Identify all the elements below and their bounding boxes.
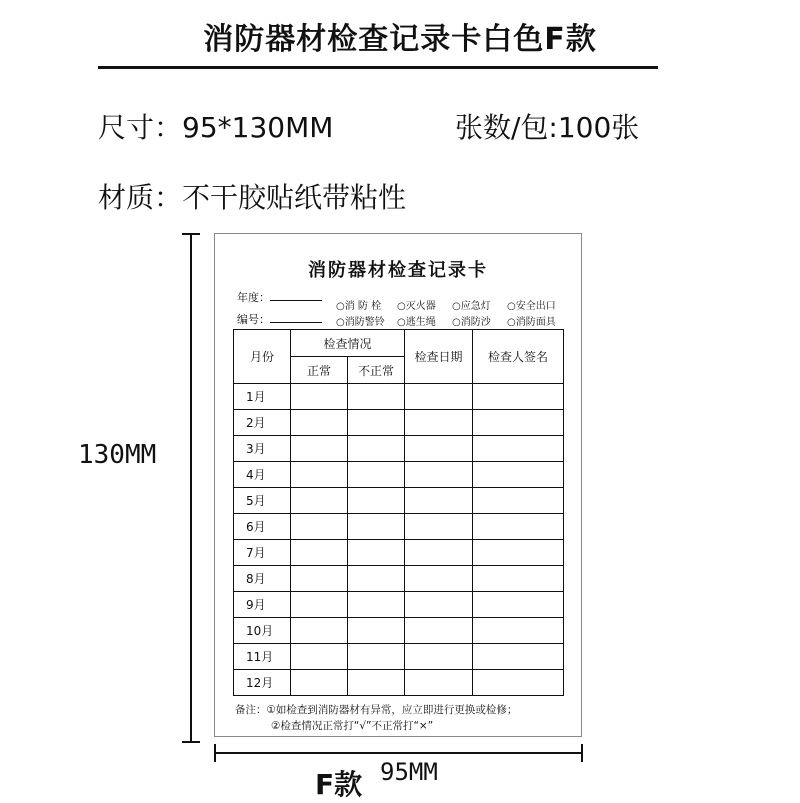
table-row	[234, 462, 564, 488]
year-label: 年度：	[237, 291, 270, 304]
signer-cell	[473, 618, 564, 644]
month-cell: 4月	[234, 462, 291, 488]
normal-cell	[291, 644, 348, 670]
month-cell: 6月	[234, 514, 291, 540]
normal-cell	[291, 488, 348, 514]
signer-cell	[473, 384, 564, 410]
abnormal-cell	[348, 384, 405, 410]
signer-cell	[473, 514, 564, 540]
signer-cell	[473, 644, 564, 670]
normal-cell	[291, 410, 348, 436]
month-cell: 9月	[234, 592, 291, 618]
table-row	[234, 670, 564, 696]
normal-cell	[291, 540, 348, 566]
date-cell	[405, 410, 473, 436]
abnormal-cell	[348, 436, 405, 462]
date-cell	[405, 462, 473, 488]
normal-cell	[291, 462, 348, 488]
normal-cell	[291, 436, 348, 462]
option-fire-bell: ○消防警铃	[336, 317, 385, 328]
table-row	[234, 410, 564, 436]
abnormal-cell	[348, 644, 405, 670]
date-cell	[405, 670, 473, 696]
date-cell	[405, 644, 473, 670]
count-spec: 张数/包:100张	[455, 111, 640, 144]
option-exit-sign: ○安全出口	[507, 301, 556, 312]
month-cell: 10月	[234, 618, 291, 644]
signer-cell	[473, 566, 564, 592]
height-dimension-cap-bottom	[182, 741, 200, 743]
year-line	[237, 289, 322, 305]
number-label: 编号：	[237, 313, 270, 326]
signer-cell	[473, 592, 564, 618]
month-cell: 11月	[234, 644, 291, 670]
status-header: 检查情况	[291, 330, 405, 357]
table-row	[234, 540, 564, 566]
height-dimension-line	[190, 233, 192, 743]
date-cell	[405, 514, 473, 540]
signer-cell	[473, 462, 564, 488]
abnormal-cell	[348, 618, 405, 644]
record-card	[214, 233, 582, 737]
normal-cell	[291, 566, 348, 592]
table-row	[234, 644, 564, 670]
normal-cell	[291, 670, 348, 696]
date-cell	[405, 618, 473, 644]
card-title: 消防器材检查记录卡	[308, 260, 488, 281]
abnormal-cell	[348, 566, 405, 592]
year-blank	[270, 291, 322, 301]
normal-cell	[291, 592, 348, 618]
table-row	[234, 514, 564, 540]
abnormal-cell	[348, 670, 405, 696]
abnormal-cell	[348, 488, 405, 514]
month-header: 月份	[234, 330, 291, 384]
month-cell: 2月	[234, 410, 291, 436]
abnormal-cell	[348, 462, 405, 488]
option-emergency-light: ○应急灯	[452, 301, 491, 312]
date-header: 检查日期	[405, 330, 473, 384]
normal-cell	[291, 618, 348, 644]
option-escape-rope: ○逃生绳	[397, 317, 436, 328]
abnormal-cell	[348, 514, 405, 540]
option-gas-mask: ○消防面具	[507, 317, 556, 328]
abnormal-cell	[348, 540, 405, 566]
width-dimension-label: 95MM	[380, 758, 438, 786]
number-line	[237, 311, 322, 327]
size-spec: 尺寸：95*130MM	[98, 111, 334, 144]
inspection-table	[233, 329, 564, 696]
date-cell	[405, 592, 473, 618]
width-dimension-line	[215, 752, 583, 754]
signer-header: 检查人签名	[473, 330, 564, 384]
height-dimension-cap-top	[182, 233, 200, 235]
abnormal-cell	[348, 410, 405, 436]
option-hydrant: ○消 防 栓	[336, 301, 382, 312]
table-row	[234, 384, 564, 410]
width-dimension-cap-right	[581, 744, 583, 762]
style-label: F款	[315, 768, 363, 801]
month-cell: 1月	[234, 384, 291, 410]
abnormal-header: 不正常	[348, 357, 405, 384]
material-spec: 材质：不干胶贴纸带粘性	[98, 181, 407, 214]
normal-header: 正常	[291, 357, 348, 384]
width-dimension-cap-left	[214, 744, 216, 762]
table-row	[234, 618, 564, 644]
date-cell	[405, 540, 473, 566]
table-row	[234, 488, 564, 514]
normal-cell	[291, 384, 348, 410]
note-line-1: 备注：①如检查到消防器材有异常，应立即进行更换或检修；	[235, 704, 518, 716]
signer-cell	[473, 540, 564, 566]
height-dimension-label: 130MM	[78, 440, 157, 470]
signer-cell	[473, 410, 564, 436]
date-cell	[405, 436, 473, 462]
signer-cell	[473, 670, 564, 696]
month-cell: 3月	[234, 436, 291, 462]
date-cell	[405, 488, 473, 514]
table-row	[234, 566, 564, 592]
month-cell: 5月	[234, 488, 291, 514]
signer-cell	[473, 436, 564, 462]
month-cell: 8月	[234, 566, 291, 592]
option-extinguisher: ○灭火器	[397, 301, 436, 312]
month-cell: 7月	[234, 540, 291, 566]
table-row	[234, 592, 564, 618]
number-blank	[270, 313, 322, 323]
abnormal-cell	[348, 592, 405, 618]
option-fire-sand: ○消防沙	[452, 317, 491, 328]
date-cell	[405, 566, 473, 592]
normal-cell	[291, 514, 348, 540]
date-cell	[405, 384, 473, 410]
month-cell: 12月	[234, 670, 291, 696]
table-row	[234, 436, 564, 462]
title-underline	[98, 66, 658, 69]
signer-cell	[473, 488, 564, 514]
page-title: 消防器材检查记录卡白色F款	[203, 22, 597, 57]
note-line-2: ②检查情况正常打“√”不正常打“×”	[271, 720, 434, 732]
